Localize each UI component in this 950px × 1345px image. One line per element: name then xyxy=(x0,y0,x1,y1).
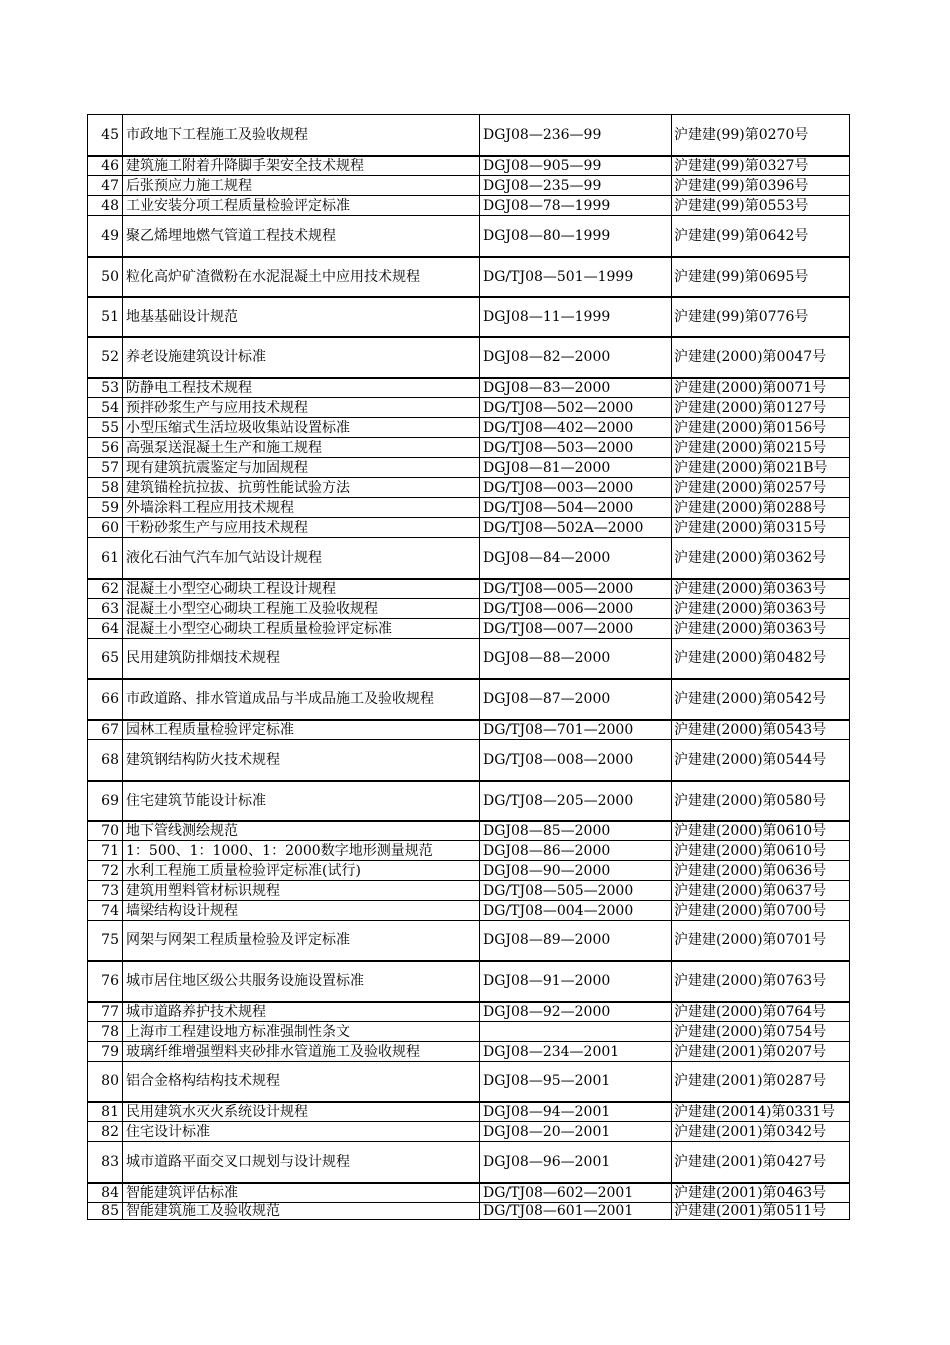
row-number: 71 xyxy=(88,841,123,861)
standard-name: 园林工程质量检验评定标准 xyxy=(123,720,480,740)
standard-code: DG/TJ08—007—2000 xyxy=(480,619,672,639)
standard-code: DGJ08—905—99 xyxy=(480,156,672,176)
standard-name: 民用建筑防排烟技术规程 xyxy=(123,639,480,679)
approval-reference: 沪建建(2001)第0427号 xyxy=(672,1142,850,1183)
standard-name: 住宅设计标准 xyxy=(123,1122,480,1142)
approval-reference: 沪建建(2000)第0763号 xyxy=(672,961,850,1002)
table-row xyxy=(88,498,850,518)
approval-reference: 沪建建(2000)第0156号 xyxy=(672,418,850,438)
row-number: 85 xyxy=(88,1203,123,1220)
row-number: 64 xyxy=(88,619,123,639)
table-row xyxy=(88,961,850,1002)
row-number: 83 xyxy=(88,1142,123,1183)
approval-reference: 沪建建(99)第0553号 xyxy=(672,196,850,216)
standard-code: DG/TJ08—008—2000 xyxy=(480,740,672,781)
table-row xyxy=(88,518,850,538)
table-row xyxy=(88,398,850,418)
standard-code: DGJ08—82—2000 xyxy=(480,337,672,378)
approval-reference: 沪建建(2000)第0047号 xyxy=(672,337,850,378)
row-number: 61 xyxy=(88,538,123,579)
table-row xyxy=(88,1203,850,1220)
approval-reference: 沪建建(2000)第0754号 xyxy=(672,1022,850,1042)
standard-code: DG/TJ08—701—2000 xyxy=(480,720,672,740)
standard-code: DGJ08—91—2000 xyxy=(480,961,672,1002)
standard-code: DG/TJ08—505—2000 xyxy=(480,881,672,901)
standard-code: DGJ08—81—2000 xyxy=(480,458,672,478)
standard-name: 建筑施工附着升降脚手架安全技术规程 xyxy=(123,156,480,176)
table-row xyxy=(88,921,850,961)
standard-code: DG/TJ08—504—2000 xyxy=(480,498,672,518)
row-number: 51 xyxy=(88,297,123,337)
standard-code: DGJ08—89—2000 xyxy=(480,921,672,961)
standard-code: DGJ08—78—1999 xyxy=(480,196,672,216)
approval-reference: 沪建建(2001)第0511号 xyxy=(672,1203,850,1220)
approval-reference: 沪建建(20014)第0331号 xyxy=(672,1102,850,1122)
approval-reference: 沪建建(99)第0695号 xyxy=(672,257,850,297)
standard-name: 1：500、1：1000、1：2000数字地形测量规范 xyxy=(123,841,480,861)
standard-code: DGJ08—84—2000 xyxy=(480,538,672,579)
standard-code: DGJ08—95—2001 xyxy=(480,1062,672,1102)
table-row xyxy=(88,176,850,196)
table-row xyxy=(88,881,850,901)
row-number: 72 xyxy=(88,861,123,881)
approval-reference: 沪建建(2000)第0362号 xyxy=(672,538,850,579)
standard-name: 智能建筑施工及验收规范 xyxy=(123,1203,480,1220)
approval-reference: 沪建建(2000)第0363号 xyxy=(672,599,850,619)
standard-name: 小型压缩式生活垃圾收集站设置标准 xyxy=(123,418,480,438)
row-number: 48 xyxy=(88,196,123,216)
row-number: 60 xyxy=(88,518,123,538)
row-number: 58 xyxy=(88,478,123,498)
standard-name: 聚乙烯埋地燃气管道工程技术规程 xyxy=(123,216,480,257)
standard-code: DGJ08—86—2000 xyxy=(480,841,672,861)
table-row xyxy=(88,337,850,378)
standard-name: 城市居住地区级公共服务设施设置标准 xyxy=(123,961,480,1002)
row-number: 82 xyxy=(88,1122,123,1142)
approval-reference: 沪建建(2000)第0701号 xyxy=(672,921,850,961)
table-row xyxy=(88,901,850,921)
standard-code: DGJ08—87—2000 xyxy=(480,679,672,720)
row-number: 84 xyxy=(88,1183,123,1203)
row-number: 54 xyxy=(88,398,123,418)
row-number: 46 xyxy=(88,156,123,176)
standard-code: DG/TJ08—004—2000 xyxy=(480,901,672,921)
standard-code: DGJ08—80—1999 xyxy=(480,216,672,257)
standard-name: 城市道路养护技术规程 xyxy=(123,1002,480,1022)
approval-reference: 沪建建(99)第0642号 xyxy=(672,216,850,257)
standard-name: 混凝土小型空心砌块工程设计规程 xyxy=(123,579,480,599)
row-number: 53 xyxy=(88,378,123,398)
row-number: 59 xyxy=(88,498,123,518)
table-row xyxy=(88,418,850,438)
row-number: 49 xyxy=(88,216,123,257)
row-number: 70 xyxy=(88,821,123,841)
standard-name: 防静电工程技术规程 xyxy=(123,378,480,398)
approval-reference: 沪建建(2000)第0637号 xyxy=(672,881,850,901)
row-number: 74 xyxy=(88,901,123,921)
table-row xyxy=(88,156,850,176)
standard-code: DGJ08—20—2001 xyxy=(480,1122,672,1142)
row-number: 69 xyxy=(88,781,123,821)
standard-name: 墙梁结构设计规程 xyxy=(123,901,480,921)
table-row xyxy=(88,679,850,720)
standard-code: DG/TJ08—503—2000 xyxy=(480,438,672,458)
approval-reference: 沪建建(2000)第0071号 xyxy=(672,378,850,398)
standard-name: 高强泵送混凝土生产和施工规程 xyxy=(123,438,480,458)
approval-reference: 沪建建(2000)第0288号 xyxy=(672,498,850,518)
standard-name: 混凝土小型空心砌块工程施工及验收规程 xyxy=(123,599,480,619)
standard-name: 干粉砂浆生产与应用技术规程 xyxy=(123,518,480,538)
approval-reference: 沪建建(99)第0327号 xyxy=(672,156,850,176)
standard-name: 建筑钢结构防火技术规程 xyxy=(123,740,480,781)
standard-name: 建筑用塑料管材标识规程 xyxy=(123,881,480,901)
row-number: 67 xyxy=(88,720,123,740)
approval-reference: 沪建建(2000)第0257号 xyxy=(672,478,850,498)
table-row xyxy=(88,538,850,579)
standard-name: 玻璃纤维增强塑料夹砂排水管道施工及验收规程 xyxy=(123,1042,480,1062)
approval-reference: 沪建建(2000)第0542号 xyxy=(672,679,850,720)
standard-name: 民用建筑水灭火系统设计规程 xyxy=(123,1102,480,1122)
standard-code: DGJ08—90—2000 xyxy=(480,861,672,881)
table-row xyxy=(88,297,850,337)
approval-reference: 沪建建(99)第0396号 xyxy=(672,176,850,196)
approval-reference: 沪建建(2000)第0610号 xyxy=(672,841,850,861)
standard-code: DGJ08—88—2000 xyxy=(480,639,672,679)
table-row xyxy=(88,740,850,781)
row-number: 65 xyxy=(88,639,123,679)
standard-code: DGJ08—235—99 xyxy=(480,176,672,196)
approval-reference: 沪建建(2000)第0636号 xyxy=(672,861,850,881)
standard-code: DGJ08—85—2000 xyxy=(480,821,672,841)
standard-code xyxy=(480,1022,672,1042)
standard-name: 现有建筑抗震鉴定与加固规程 xyxy=(123,458,480,478)
row-number: 77 xyxy=(88,1002,123,1022)
standard-name: 智能建筑评估标准 xyxy=(123,1183,480,1203)
approval-reference: 沪建建(2000)第0610号 xyxy=(672,821,850,841)
standard-name: 地下管线测绘规范 xyxy=(123,821,480,841)
standard-code: DGJ08—83—2000 xyxy=(480,378,672,398)
standard-code: DG/TJ08—502A—2000 xyxy=(480,518,672,538)
standard-code: DG/TJ08—005—2000 xyxy=(480,579,672,599)
table-row xyxy=(88,720,850,740)
standard-code: DG/TJ08—502—2000 xyxy=(480,398,672,418)
table-row xyxy=(88,216,850,257)
table-row xyxy=(88,1002,850,1022)
approval-reference: 沪建建(99)第0270号 xyxy=(672,115,850,156)
table-row xyxy=(88,478,850,498)
row-number: 76 xyxy=(88,961,123,1002)
row-number: 55 xyxy=(88,418,123,438)
table-row xyxy=(88,115,850,156)
standard-name: 住宅建筑节能设计标准 xyxy=(123,781,480,821)
table-row xyxy=(88,619,850,639)
table-row xyxy=(88,1022,850,1042)
standard-name: 城市道路平面交叉口规划与设计规程 xyxy=(123,1142,480,1183)
standard-name: 粒化高炉矿渣微粉在水泥混凝土中应用技术规程 xyxy=(123,257,480,297)
standard-code: DG/TJ08—602—2001 xyxy=(480,1183,672,1203)
standard-name: 地基基础设计规范 xyxy=(123,297,480,337)
standard-code: DG/TJ08—006—2000 xyxy=(480,599,672,619)
approval-reference: 沪建建(2001)第0342号 xyxy=(672,1122,850,1142)
standard-name: 铝合金格构结构技术规程 xyxy=(123,1062,480,1102)
standard-code: DGJ08—234—2001 xyxy=(480,1042,672,1062)
row-number: 45 xyxy=(88,115,123,156)
row-number: 56 xyxy=(88,438,123,458)
row-number: 50 xyxy=(88,257,123,297)
row-number: 73 xyxy=(88,881,123,901)
row-number: 80 xyxy=(88,1062,123,1102)
standard-code: DGJ08—94—2001 xyxy=(480,1102,672,1122)
standard-code: DG/TJ08—402—2000 xyxy=(480,418,672,438)
standard-name: 市政地下工程施工及验收规程 xyxy=(123,115,480,156)
table-row xyxy=(88,821,850,841)
table-row xyxy=(88,599,850,619)
standard-name: 上海市工程建设地方标准强制性条文 xyxy=(123,1022,480,1042)
approval-reference: 沪建建(2000)第0580号 xyxy=(672,781,850,821)
row-number: 66 xyxy=(88,679,123,720)
standard-name: 养老设施建筑设计标准 xyxy=(123,337,480,378)
standard-name: 预拌砂浆生产与应用技术规程 xyxy=(123,398,480,418)
approval-reference: 沪建建(2000)第0544号 xyxy=(672,740,850,781)
standard-code: DG/TJ08—601—2001 xyxy=(480,1203,672,1220)
standard-code: DGJ08—236—99 xyxy=(480,115,672,156)
row-number: 79 xyxy=(88,1042,123,1062)
approval-reference: 沪建建(2000)第0315号 xyxy=(672,518,850,538)
table-row xyxy=(88,1142,850,1183)
standard-name: 工业安装分项工程质量检验评定标准 xyxy=(123,196,480,216)
table-row xyxy=(88,1183,850,1203)
standard-name: 混凝土小型空心砌块工程质量检验评定标准 xyxy=(123,619,480,639)
standard-code: DGJ08—96—2001 xyxy=(480,1142,672,1183)
approval-reference: 沪建建(2000)第0700号 xyxy=(672,901,850,921)
table-row xyxy=(88,257,850,297)
table-row xyxy=(88,1122,850,1142)
table-row xyxy=(88,1042,850,1062)
standards-table xyxy=(87,114,850,1220)
approval-reference: 沪建建(2001)第0463号 xyxy=(672,1183,850,1203)
table-row xyxy=(88,861,850,881)
approval-reference: 沪建建(2000)第0215号 xyxy=(672,438,850,458)
standard-name: 外墙涂料工程应用技术规程 xyxy=(123,498,480,518)
row-number: 81 xyxy=(88,1102,123,1122)
standard-code: DG/TJ08—501—1999 xyxy=(480,257,672,297)
standards-table-body xyxy=(88,115,850,1220)
table-row xyxy=(88,781,850,821)
row-number: 57 xyxy=(88,458,123,478)
row-number: 63 xyxy=(88,599,123,619)
approval-reference: 沪建建(2000)第0363号 xyxy=(672,579,850,599)
approval-reference: 沪建建(2001)第0287号 xyxy=(672,1062,850,1102)
approval-reference: 沪建建(2000)第0543号 xyxy=(672,720,850,740)
standard-code: DG/TJ08—205—2000 xyxy=(480,781,672,821)
approval-reference: 沪建建(2000)第0764号 xyxy=(672,1002,850,1022)
standard-name: 建筑锚栓抗拉拔、抗剪性能试验方法 xyxy=(123,478,480,498)
approval-reference: 沪建建(2001)第0207号 xyxy=(672,1042,850,1062)
approval-reference: 沪建建(2000)第0127号 xyxy=(672,398,850,418)
table-row xyxy=(88,458,850,478)
standard-name: 网架与网架工程质量检验及评定标准 xyxy=(123,921,480,961)
row-number: 52 xyxy=(88,337,123,378)
standard-name: 市政道路、排水管道成品与半成品施工及验收规程 xyxy=(123,679,480,720)
table-row xyxy=(88,841,850,861)
row-number: 78 xyxy=(88,1022,123,1042)
table-row xyxy=(88,196,850,216)
standard-code: DGJ08—11—1999 xyxy=(480,297,672,337)
table-row xyxy=(88,639,850,679)
row-number: 68 xyxy=(88,740,123,781)
row-number: 75 xyxy=(88,921,123,961)
row-number: 62 xyxy=(88,579,123,599)
row-number: 47 xyxy=(88,176,123,196)
standard-name: 液化石油气汽车加气站设计规程 xyxy=(123,538,480,579)
approval-reference: 沪建建(99)第0776号 xyxy=(672,297,850,337)
standard-name: 后张预应力施工规程 xyxy=(123,176,480,196)
standard-name: 水利工程施工质量检验评定标准(试行) xyxy=(123,861,480,881)
table-row xyxy=(88,579,850,599)
table-row xyxy=(88,438,850,458)
approval-reference: 沪建建(2000)第0482号 xyxy=(672,639,850,679)
table-row xyxy=(88,1102,850,1122)
standard-code: DG/TJ08—003—2000 xyxy=(480,478,672,498)
table-row xyxy=(88,1062,850,1102)
table-row xyxy=(88,378,850,398)
standard-code: DGJ08—92—2000 xyxy=(480,1002,672,1022)
approval-reference: 沪建建(2000)第0363号 xyxy=(672,619,850,639)
approval-reference: 沪建建(2000)第021B号 xyxy=(672,458,850,478)
